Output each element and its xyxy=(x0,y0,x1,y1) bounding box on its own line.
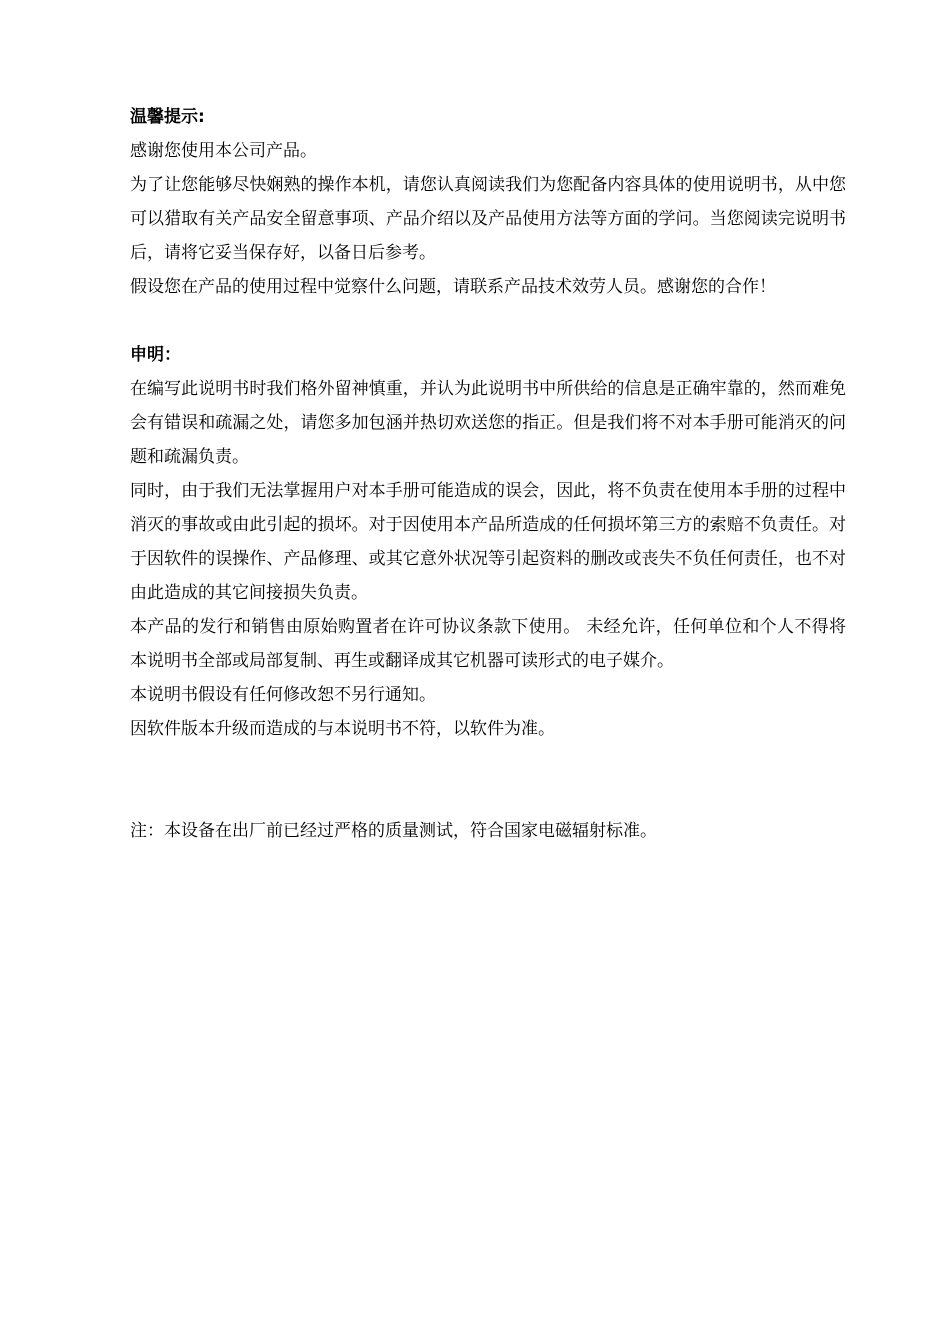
notice-paragraph: 假设您在产品的使用过程中觉察什么问题，请联系产品技术效劳人员。感谢您的合作！ xyxy=(130,277,776,297)
notice-paragraph: 为了让您能够尽快娴熟的操作本机，请您认真阅读我们为您配备内容具体的使用说明书，从中您可以猎取有关产品安全留意事项、产品介绍以及产品使用方法等方面的学问。当您阅读完说明书后，请将它妥当保存好，以备日后参考。 xyxy=(130,175,846,263)
section-spacer xyxy=(130,304,846,338)
declaration-paragraph: 本产品的发行和销售由原始购置者在许可协议条款下使用。 未经允许，任何单位和个人不得将本说明书全部或局部复制、再生或翻译成其它机器可读形式的电子媒介。 xyxy=(130,617,846,671)
declaration-paragraph: 本说明书假设有任何修改恕不另行通知。 xyxy=(130,685,436,705)
declaration-title: 申明： xyxy=(130,345,181,365)
document-page xyxy=(130,100,846,848)
declaration-paragraph: 在编写此说明书时我们格外留神慎重，并认为此说明书中所供给的信息是正确牢靠的，然而难免会有错误和疏漏之处，请您多加包涵并热切欢送您的指正。但是我们将不对本手册可能消灭的问题和疏漏负责。 xyxy=(130,379,846,467)
declaration-paragraph: 同时，由于我们无法掌握用户对本手册可能造成的误会，因此，将不负责在使用本手册的过程中消灭的事故或由此引起的损坏。对于因使用本产品所造成的任何损坏第三方的索赔不负责任。对于因软件的误操作、产品修理、或其它意外状况等引起资料的删改或丧失不负任何责任，也不对由此造成的其它间接损失负责。 xyxy=(130,481,846,603)
notice-paragraph: 感谢您使用本公司产品。 xyxy=(130,141,317,161)
section-spacer xyxy=(130,746,846,814)
notice-title: 温馨提示: xyxy=(130,107,205,127)
declaration-paragraph: 因软件版本升级而造成的与本说明书不符，以软件为准。 xyxy=(130,719,555,739)
compliance-note: 注：本设备在出厂前已经过严格的质量测试，符合国家电磁辐射标准。 xyxy=(130,821,657,841)
